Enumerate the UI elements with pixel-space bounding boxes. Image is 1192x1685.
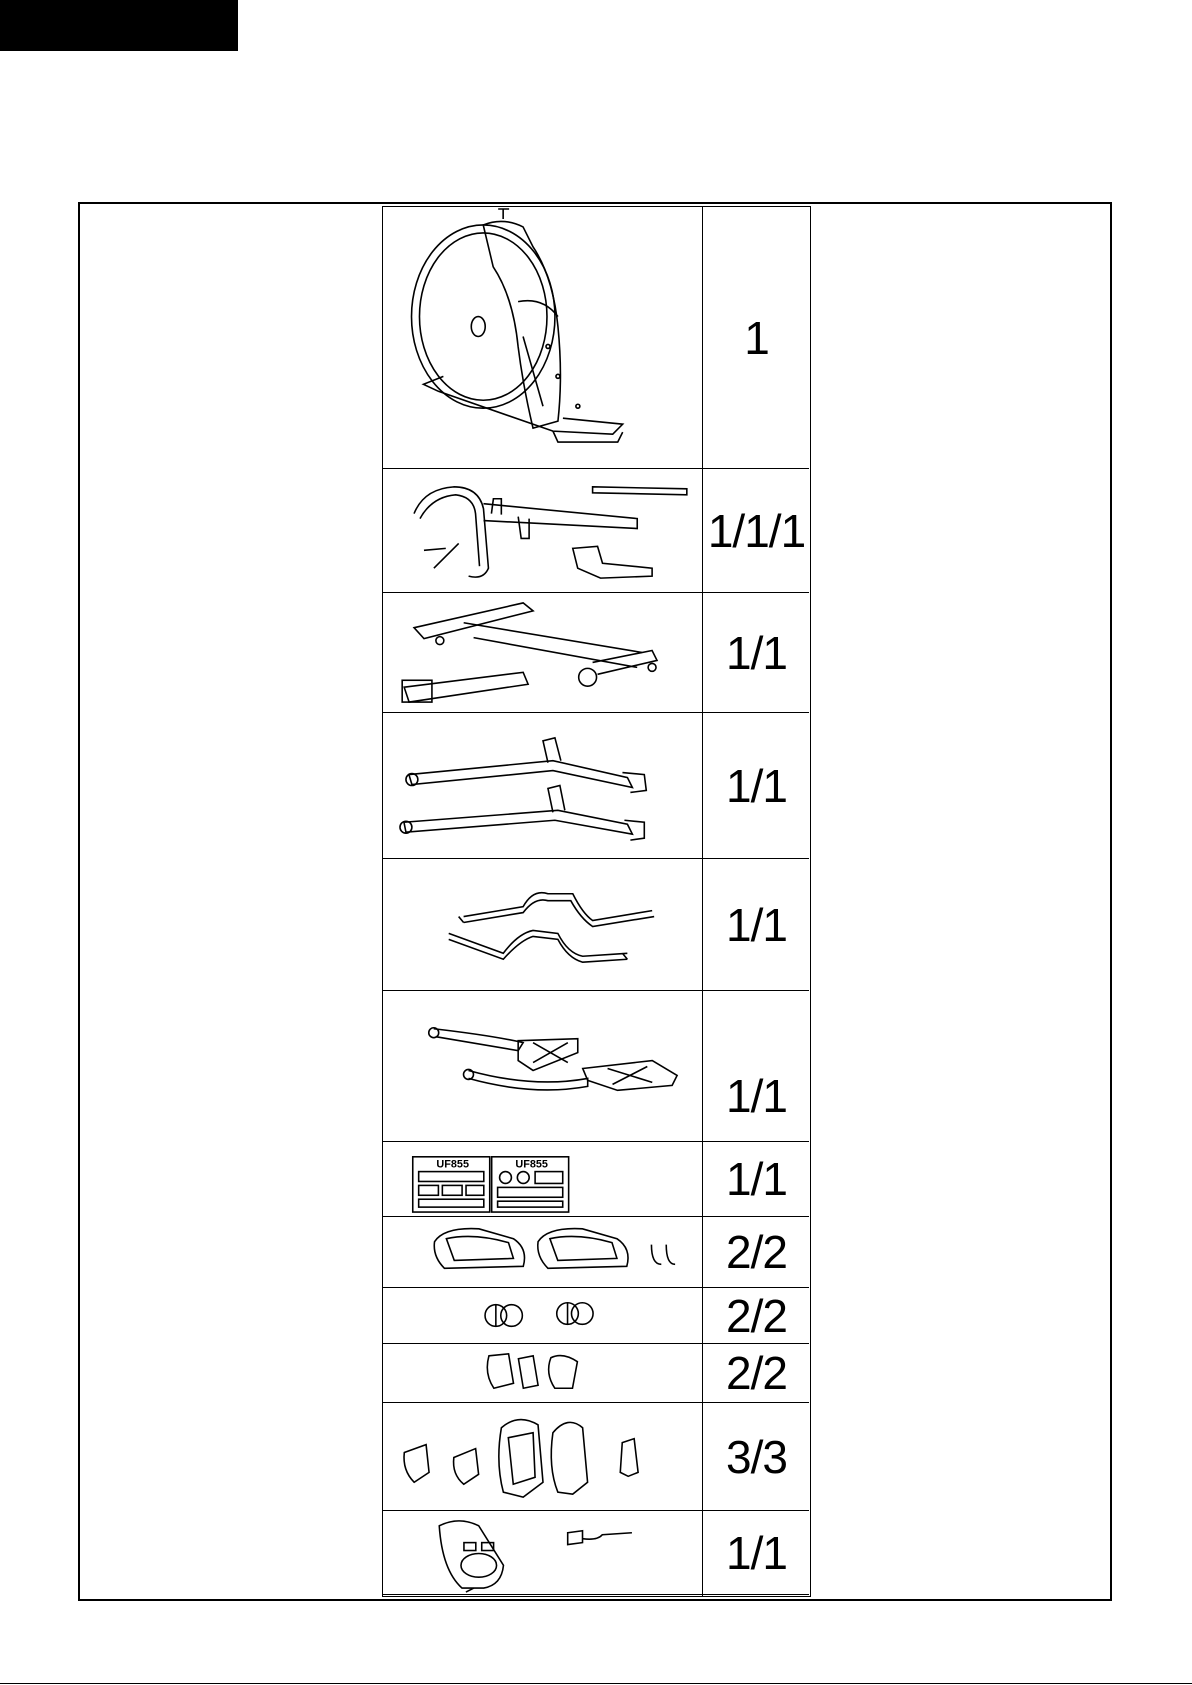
pedals-drawing [383, 1217, 702, 1287]
footer-rule [0, 1683, 1192, 1684]
part-row-stickers [383, 1142, 809, 1217]
sticker-label-right: UF855 [515, 1158, 548, 1171]
lower-arms-drawing [383, 713, 702, 858]
part-qty: 3/3 [726, 1430, 787, 1483]
part-qty: 2/2 [726, 1226, 787, 1278]
stabilizer-base-drawing [383, 593, 702, 712]
header-bar [0, 0, 238, 51]
part-row-lower-arms [383, 713, 809, 859]
part-qty: 2/2 [726, 1347, 787, 1399]
part-qty: 2/2 [726, 1289, 787, 1342]
part-row-main-frame [383, 207, 809, 469]
pedal-arms-drawing [383, 991, 702, 1141]
part-qty: 1/1 [726, 759, 787, 812]
crank-rods-drawing [383, 859, 702, 990]
part-row-pedal-arms [383, 991, 809, 1142]
parts-table [382, 206, 811, 1597]
part-row-pedals [383, 1217, 809, 1288]
handlebar-post-drawing [383, 469, 702, 592]
covers-drawing [383, 1344, 702, 1402]
column-divider [702, 207, 703, 1596]
part-row-covers [383, 1344, 809, 1403]
part-row-crank-rods [383, 859, 809, 991]
part-row-handlebar-post [383, 469, 809, 593]
part-qty: 1/1 [726, 898, 787, 951]
part-qty: 1/1/1 [707, 504, 806, 557]
end-caps-drawing [383, 1288, 702, 1343]
part-qty: 1/1 [726, 1526, 787, 1579]
part-row-end-caps [383, 1288, 809, 1344]
part-qty: 1 [744, 311, 769, 364]
shrouds-drawing [383, 1403, 702, 1510]
stickers-drawing [383, 1142, 702, 1216]
part-qty: 1/1 [726, 626, 787, 679]
part-row-stabilizer-base [383, 593, 809, 713]
console-adapter-drawing [383, 1511, 702, 1594]
part-qty: 1/1 [726, 1153, 787, 1205]
part-row-shrouds [383, 1403, 809, 1511]
part-row-console-adapter [383, 1511, 809, 1595]
main-frame-drawing [383, 207, 702, 468]
sticker-label-left: UF855 [436, 1158, 469, 1171]
part-qty: 1/1 [726, 1070, 787, 1122]
